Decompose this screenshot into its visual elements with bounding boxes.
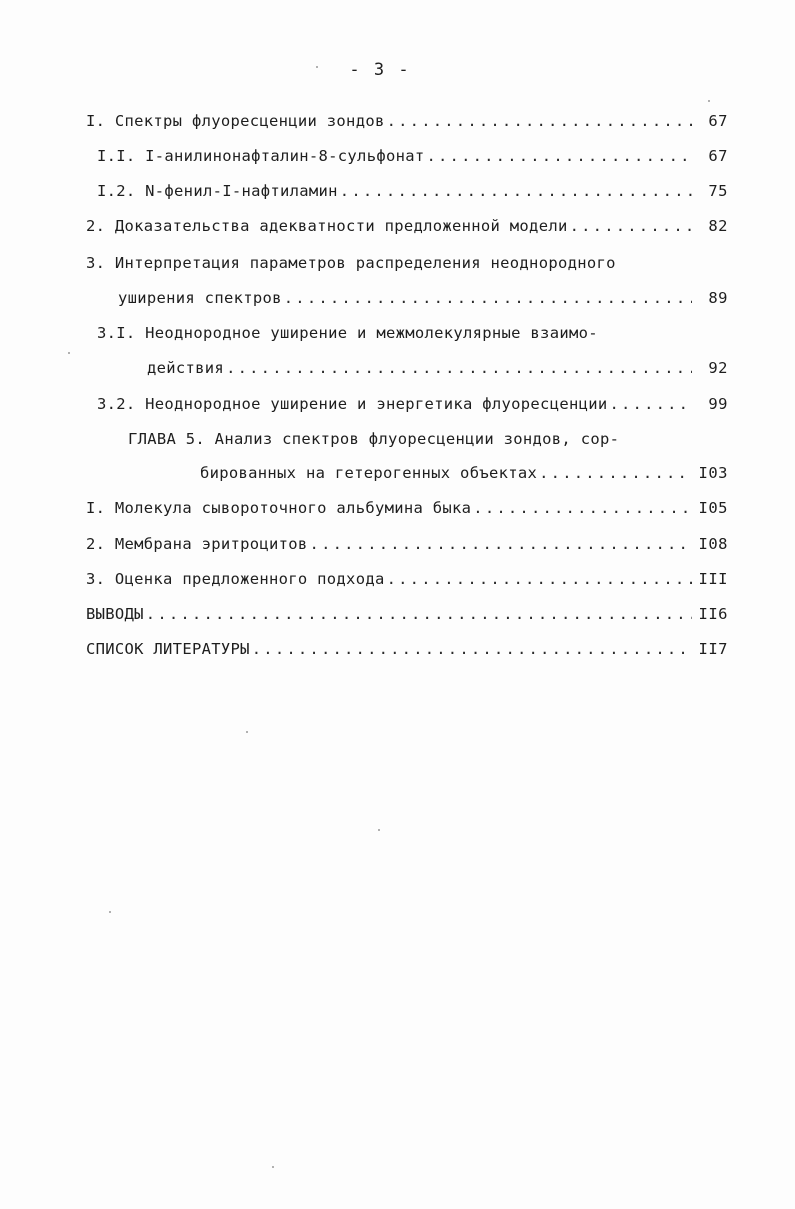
toc-entry-title: 3. Оценка предложенного подхода	[86, 570, 385, 588]
dot-leader	[473, 497, 692, 519]
toc-entry-page: 75	[708, 182, 728, 200]
toc-entry-title: действия	[147, 359, 225, 377]
dot-leader	[310, 533, 692, 555]
toc-entry-title: 3. Интерпретация параметров распределения неоднородного	[86, 254, 616, 272]
toc-entry	[86, 497, 728, 519]
toc-entry-title: уширения спектров	[118, 289, 282, 307]
toc-entry-page: 92	[708, 359, 728, 377]
toc-entry-page: I05	[698, 499, 728, 517]
toc-entry	[118, 287, 728, 309]
scan-speck	[316, 66, 318, 68]
toc-entry-title: 3.I. Неоднородное уширение и межмолекулярные взаимо-	[97, 324, 598, 342]
toc-entry-page: 67	[708, 112, 728, 130]
dot-leader	[252, 638, 692, 660]
toc-entry	[86, 638, 728, 660]
dot-leader	[146, 603, 692, 625]
toc-entry	[97, 180, 728, 202]
dot-leader	[387, 568, 692, 590]
toc-entry	[97, 145, 728, 167]
toc-entry-page: 82	[708, 217, 728, 235]
dot-leader	[226, 357, 692, 379]
dot-leader	[284, 287, 692, 309]
page-number: - 3 -	[349, 60, 411, 80]
toc-entry-title: 2. Мембрана эритроцитов	[86, 535, 308, 553]
scan-speck	[378, 829, 380, 831]
scan-speck	[272, 1166, 274, 1168]
toc-entry	[147, 357, 728, 379]
toc-entry-title: I.2. N-фенил-I-нафтиламин	[97, 182, 338, 200]
toc-entry-page: I08	[698, 535, 728, 553]
scan-speck	[68, 352, 70, 354]
chapter-heading: ГЛАВА 5. Анализ спектров флуоресценции зондов, сор-	[128, 430, 620, 448]
toc-entry	[86, 110, 728, 132]
dot-leader	[426, 145, 692, 167]
toc-entry-page: 89	[708, 289, 728, 307]
toc-entry-title: бированных на гетерогенных объектах	[200, 464, 538, 482]
dot-leader	[387, 110, 692, 132]
toc-entry	[86, 568, 728, 590]
toc-entry-title: ВЫВОДЫ	[86, 605, 144, 623]
toc-entry	[86, 533, 728, 555]
toc-entry-title: СПИСОК ЛИТЕРАТУРЫ	[86, 640, 250, 658]
toc-entry	[97, 393, 728, 415]
toc-entry-title: 3.2. Неоднородное уширение и энергетика флуоресценции	[97, 395, 608, 413]
dot-leader	[340, 180, 692, 202]
dot-leader	[570, 215, 692, 237]
toc-entry-page: II7	[698, 640, 728, 658]
toc-entry-page: II6	[698, 605, 728, 623]
toc-entry	[200, 462, 728, 484]
dot-leader	[609, 393, 692, 415]
toc-entry-page: I03	[698, 464, 728, 482]
scan-speck	[246, 731, 248, 733]
scan-speck	[708, 100, 710, 102]
toc-entry-title: I. Спектры флуоресценции зондов	[86, 112, 385, 130]
toc-entry-title: 2. Доказательства адекватности предложенной модели	[86, 217, 568, 235]
toc-entry-page: 99	[708, 395, 728, 413]
toc-entry-title: I. Молекула сывороточного альбумина быка	[86, 499, 472, 517]
toc-entry-page: III	[698, 570, 728, 588]
toc-entry-page: 67	[708, 147, 728, 165]
toc-entry	[86, 215, 728, 237]
dot-leader	[539, 462, 692, 484]
scan-speck	[109, 911, 111, 913]
toc-entry-title: I.I. I-анилинонафталин-8-сульфонат	[97, 147, 425, 165]
toc-entry	[86, 603, 728, 625]
